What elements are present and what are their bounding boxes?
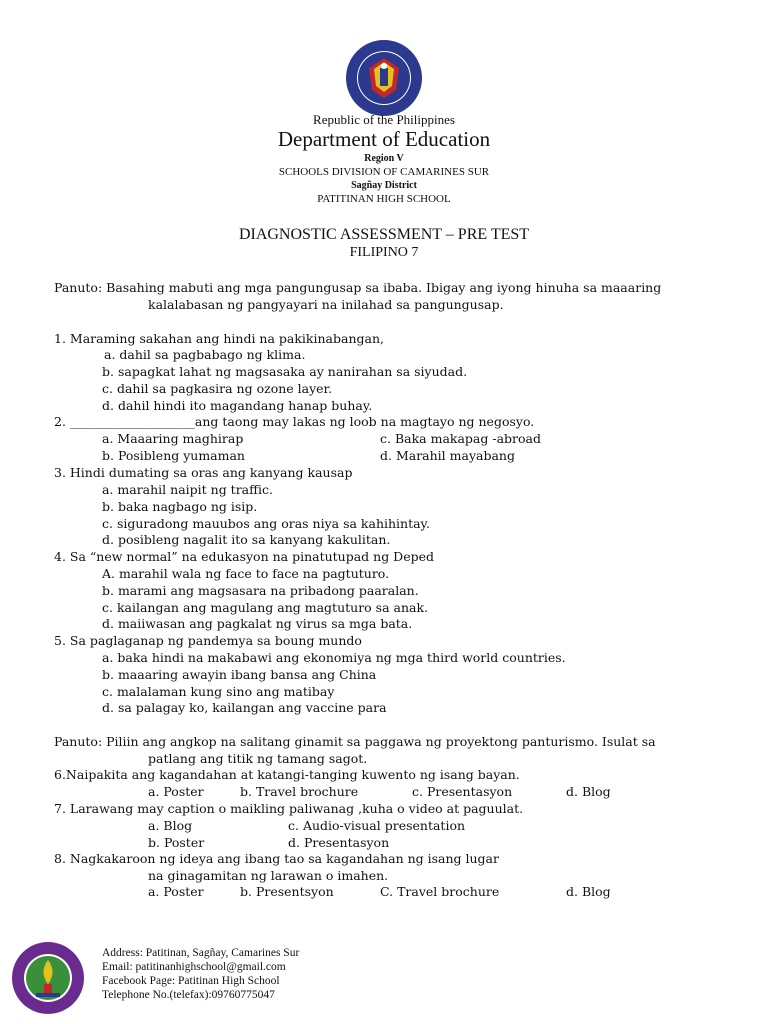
question-1-option-a: a. dahil sa pagbabago ng klima. [104, 347, 306, 362]
question-1-option-c: c. dahil sa pagkasira ng ozone layer. [102, 381, 333, 396]
republic-label: Republic of the Philippines [313, 112, 455, 127]
question-6-option-c: c. Presentasyon [412, 784, 513, 799]
footer-facebook: Facebook Page: Patitinan High School [102, 975, 280, 987]
assessment-title: DIAGNOSTIC ASSESSMENT – PRE TEST [238, 226, 530, 243]
question-5: 5. Sa paglaganap ng pandemya sa boung mundo [54, 633, 362, 648]
question-4: 4. Sa “new normal” na edukasyon na pinatutupad ng Deped [54, 549, 434, 564]
district-label: Sagñay District [351, 180, 417, 191]
question-8-line1: 8. Nagkakaroon ng ideya ang ibang tao sa kagandahan ng isang lugar [54, 851, 499, 866]
school-label: PATITINAN HIGH SCHOOL [317, 193, 451, 205]
question-7-option-a: a. Blog [148, 818, 193, 833]
subject-label: FILIPINO 7 [349, 245, 419, 260]
question-2-option-a: a. Maaaring maghirap [102, 431, 244, 446]
instruction-1-line1: Panuto: Basahing mabuti ang mga pangungusap sa ibaba. Ibigay ang iyong hinuha sa maaaring [54, 280, 662, 295]
department-title: Department of Education [277, 127, 491, 151]
question-8-option-a: a. Poster [148, 884, 204, 899]
question-6-option-a: a. Poster [148, 784, 204, 799]
region-label: Region V [364, 153, 404, 164]
instruction-1-line2: kalalabasan ng pangyayari na inilahad sa pangungusap. [148, 297, 504, 312]
question-3: 3. Hindi dumating sa oras ang kanyang kausap [54, 465, 353, 480]
question-2-option-d: d. Marahil mayabang [380, 448, 515, 463]
question-3-option-b: b. baka nagbago ng isip. [102, 499, 258, 514]
question-2-option-c: c. Baka makapag -abroad [380, 431, 541, 446]
question-3-option-c: c. siguradong mauubos ang oras niya sa kahihintay. [102, 516, 430, 531]
question-7-option-c: c. Audio-visual presentation [288, 818, 466, 833]
question-8-option-c: C. Travel brochure [380, 884, 500, 899]
question-5-option-b: b. maaaring awayin ibang bansa ang China [102, 667, 377, 682]
question-3-option-d: d. posibleng nagalit ito sa kanyang kakulitan. [102, 532, 391, 547]
question-1: 1. Maraming sakahan ang hindi na pakikinabangan, [54, 331, 384, 346]
question-7: 7. Larawang may caption o maikling paliwanag ,kuha o video at paguulat. [54, 801, 524, 816]
question-8-option-b: b. Presentsyon [240, 884, 334, 899]
footer-telephone: Telephone No.(telefax):09760775047 [102, 989, 275, 1001]
question-6-option-d: d. Blog [566, 784, 611, 799]
instruction-2-line2: patlang ang titik ng tamang sagot. [148, 751, 368, 766]
question-4-option-a: A. marahil wala ng face to face na pagtuturo. [102, 566, 390, 581]
question-4-option-d: d. maiiwasan ang pagkalat ng virus sa mga bata. [102, 616, 413, 631]
question-1-option-d: d. dahil hindi ito magandang hanap buhay. [102, 398, 373, 413]
deped-seal [344, 38, 424, 118]
footer-address: Address: Patitinan, Sagñay, Camarines Sur [102, 947, 300, 959]
division-label: SCHOOLS DIVISION OF CAMARINES SUR [278, 166, 490, 178]
question-5-option-a: a. baka hindi na makabawi ang ekonomiya ng mga third world countries. [102, 650, 566, 665]
question-6: 6.Naipakita ang kagandahan at katangi-tanging kuwento ng isang bayan. [54, 767, 520, 782]
question-8-option-d: d. Blog [566, 884, 611, 899]
school-logo [10, 940, 86, 1016]
instruction-2-line1: Panuto: Piliin ang angkop na salitang ginamit sa paggawa ng proyektong panturismo. Isulat sa [54, 734, 656, 749]
footer-email: Email: patitinanhighschool@gmail.com [102, 961, 286, 973]
question-7-option-b: b. Poster [148, 835, 205, 850]
question-1-option-b: b. sapagkat lahat ng magsasaka ay nanirahan sa siyudad. [102, 364, 468, 379]
question-2: 2. ____________________ang taong may lakas ng loob na magtayo ng negosyo. [54, 414, 535, 429]
question-3-option-a: a. marahil naipit ng traffic. [102, 482, 273, 497]
question-5-option-c: c. malalaman kung sino ang matibay [102, 684, 335, 699]
question-7-option-d: d. Presentasyon [288, 835, 390, 850]
question-2-option-b: b. Posibleng yumaman [102, 448, 245, 463]
question-4-option-c: c. kailangan ang magulang ang magtuturo sa anak. [102, 600, 429, 615]
question-8-line2: na ginagamitan ng larawan o imahen. [148, 868, 389, 883]
question-6-option-b: b. Travel brochure [240, 784, 359, 799]
question-5-option-d: d. sa palagay ko, kailangan ang vaccine para [102, 700, 387, 715]
question-4-option-b: b. marami ang magsasara na pribadong paaralan. [102, 583, 419, 598]
